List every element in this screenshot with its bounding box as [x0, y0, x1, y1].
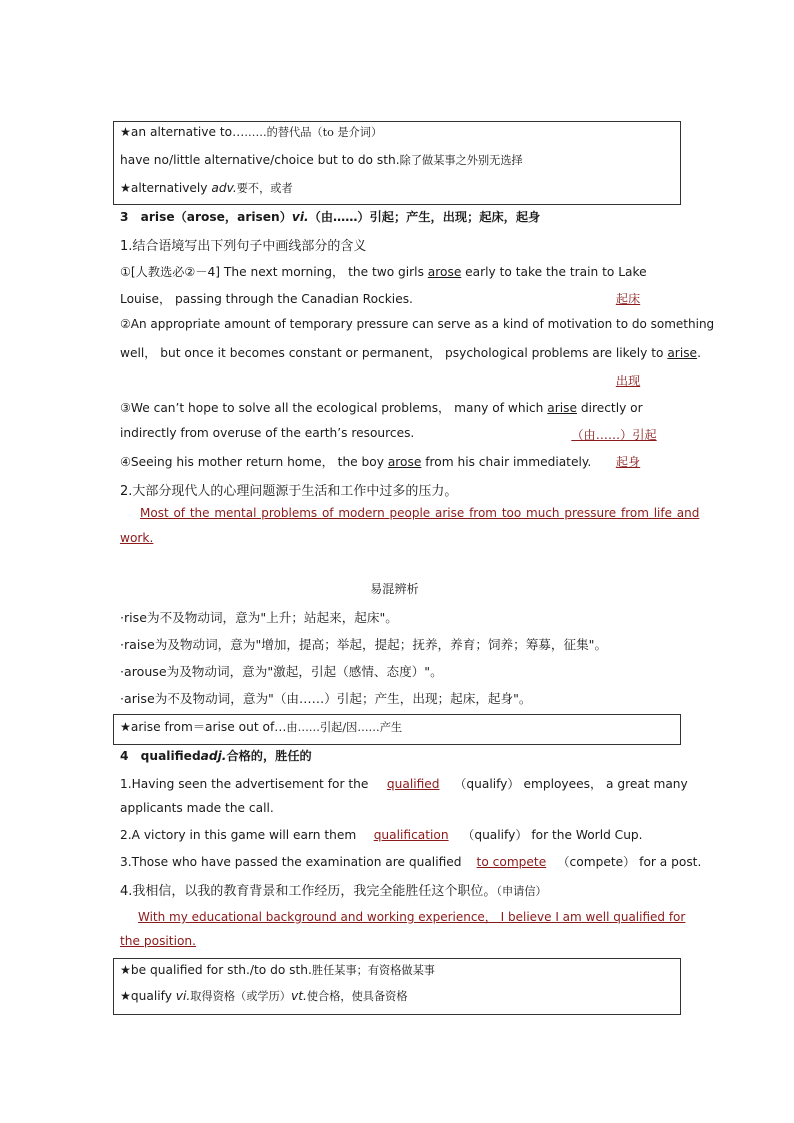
- sentence-2-cont: well， but once it becomes constant or permanent， psychological problems are likely to arise.: [120, 346, 701, 360]
- exercise-4-answer: With my educational background and working experience， I believe I am well qualified for: [138, 910, 686, 924]
- word-heading-qualified: 4 qualifiedadj.合格的，胜任的: [120, 749, 312, 763]
- task-2-instruction: 2.大部分现代人的心理问题源于生活和工作中过多的压力。: [120, 484, 458, 499]
- section-title-confusables: 易混辨析: [370, 582, 419, 596]
- answer-3: （由……）引起: [571, 428, 657, 442]
- task-1-instruction: 1.结合语境写出下列句子中画线部分的含义: [120, 239, 367, 254]
- exercise-4-answer-cont: the position.: [120, 934, 197, 948]
- note-line-1: ★an alternative to………的替代品（to 是介词）: [120, 125, 383, 139]
- exercise-1-cont: applicants made the call.: [120, 801, 274, 815]
- confusable-rise: ·rise为不及物动词，意为"上升；站起来，起床"。: [120, 610, 398, 625]
- note-line-2: have no/little alternative/choice but to do sth.除了做某事之外别无选择: [120, 153, 523, 167]
- task-2-answer: Most of the mental problems of modern people arise from too much pressure from life and: [140, 506, 700, 520]
- sentence-3: ③We can’t hope to solve all the ecological problems， many of which arise directly or: [120, 401, 643, 415]
- sentence-2: ②An appropriate amount of temporary pressure can serve as a kind of motivation to do something: [120, 317, 715, 331]
- note-be-qualified: ★be qualified for sth./to do sth.胜任某事；有资格做某事: [120, 963, 435, 977]
- task-2-answer-cont: work.: [120, 531, 154, 545]
- note-line-3: ★alternatively adv.要不，或者: [120, 181, 293, 195]
- exercise-1: 1.Having seen the advertisement for the qualified （qualify） employees， a great many: [120, 777, 688, 791]
- word-heading-arise: 3 arise（arose，arisen）vi.（由……）引起；产生，出现；起床，起身: [120, 210, 541, 224]
- exercise-3: 3.Those who have passed the examination are qualified to compete （compete） for a post.: [120, 855, 702, 869]
- sentence-3-cont: indirectly from overuse of the earth’s resources.: [120, 426, 415, 440]
- exercise-2: 2.A victory in this game will earn them qualification （qualify） for the World Cup.: [120, 828, 643, 842]
- note-arise-from: ★arise from＝arise out of…由……引起/因……产生: [120, 720, 403, 734]
- answer-1: 起床: [615, 292, 641, 306]
- sentence-1-cont: Louise， passing through the Canadian Rockies.: [120, 292, 413, 306]
- confusable-raise: ·raise为及物动词，意为"增加，提高；举起，提起；抚养，养育；饲养；筹募，征集"。: [120, 637, 608, 652]
- confusable-arise: ·arise为不及物动词，意为"（由……）引起；产生，出现；起床，起身"。: [120, 691, 532, 706]
- note-qualify: ★qualify vi.取得资格（或学历）vt.使合格，使具备资格: [120, 989, 408, 1003]
- confusable-arouse: ·arouse为及物动词，意为"激起，引起（感情、态度）"。: [120, 664, 443, 679]
- answer-2: 出现: [615, 374, 641, 388]
- sentence-4: ④Seeing his mother return home， the boy arose from his chair immediately.: [120, 455, 592, 469]
- exercise-4: 4.我相信，以我的教育背景和工作经历，我完全能胜任这个职位。（申请信）: [120, 884, 547, 899]
- sentence-1: ①[人教选必②－4] The next morning， the two girls arose early to take the train to Lake: [120, 265, 647, 279]
- answer-4: 起身: [615, 455, 641, 469]
